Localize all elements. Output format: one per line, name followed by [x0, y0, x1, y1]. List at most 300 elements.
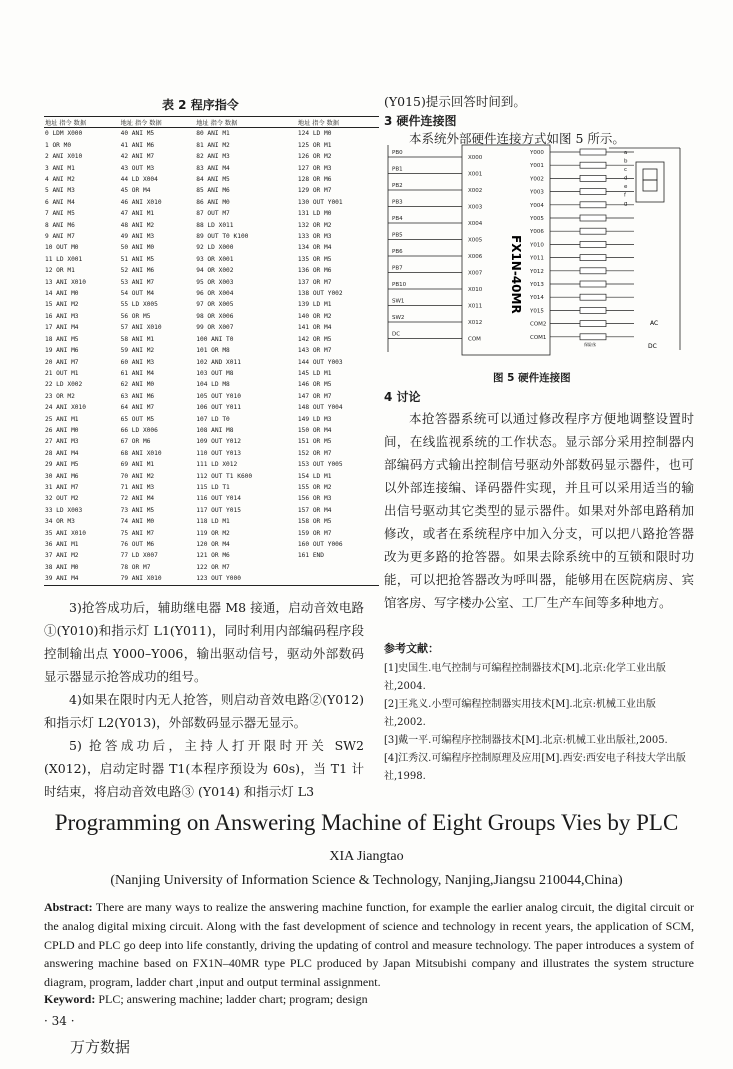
table-cell: 16 ANI M3: [45, 312, 79, 320]
table-cell: 44 LD X004: [120, 176, 158, 184]
table-cell: 157 OR M4: [297, 506, 332, 514]
table-cell: 88 LD X011: [196, 221, 234, 229]
input-switch-label: PB5: [392, 232, 403, 239]
input-switch-label: PB1: [392, 166, 403, 173]
table-cell: 161 END: [297, 552, 324, 560]
table-cell: 50 ANI M0: [120, 244, 155, 252]
table-row: [44, 471, 379, 482]
table-row: [44, 197, 379, 208]
table-row: [44, 208, 379, 219]
table-cell: 148 OUT Y004: [297, 404, 343, 412]
input-port-label: X010: [468, 287, 483, 293]
table-cell: 106 OUT Y011: [196, 404, 241, 412]
table-cell: 153 OUT Y005: [297, 461, 343, 469]
table-cell: 35 ANI X010: [45, 529, 86, 537]
plc-model-label: FX1N-40MR: [509, 235, 523, 314]
table-cell: 28 ANI M4: [45, 449, 79, 457]
table-row: [44, 242, 379, 253]
table-cell: 12 OR M1: [45, 267, 75, 275]
references-heading: 参考文献：: [384, 642, 439, 655]
table-cell: 120 OR M4: [196, 541, 230, 549]
table-cell: 155 OR M2: [297, 483, 332, 491]
table-cell: 102 AND X011: [196, 358, 241, 366]
table-cell: 77 LD X007: [120, 552, 158, 560]
table-row: [44, 414, 379, 425]
table-cell: 38 ANI M0: [45, 563, 79, 571]
table-row: [44, 163, 379, 174]
input-port-label: X002: [468, 188, 483, 194]
table-row: [44, 220, 379, 231]
table-cell: 92 LD X000: [196, 244, 234, 252]
table-row: [44, 402, 379, 413]
table-row: [44, 436, 379, 447]
table-cell: 105 OUT Y010: [196, 392, 241, 400]
table-row: [44, 562, 379, 573]
table-cell: 7 ANI M5: [45, 210, 75, 218]
table-cell: 109 OUT Y012: [196, 438, 241, 446]
table-cell: 84 ANI M5: [196, 176, 230, 184]
table-cell: 123 OUT Y000: [196, 575, 241, 583]
table-cell: 48 ANI M2: [120, 221, 155, 229]
output-port-label: Y003: [530, 189, 544, 196]
table-row: [44, 459, 379, 470]
table-header-cell: 地址 指令 数据: [297, 119, 339, 127]
table-cell: 43 OUT M3: [120, 164, 155, 172]
table-cell: 115 LD T1: [196, 483, 230, 491]
table-cell: 135 OR M5: [297, 255, 332, 263]
section-heading-hardware: 3 硬件连接图: [384, 114, 457, 128]
table-cell: 156 OR M3: [297, 495, 332, 503]
table-cell: 93 OR X001: [196, 255, 234, 263]
table-cell: 152 OR M7: [297, 449, 332, 457]
input-port-label: X011: [468, 303, 483, 310]
table-row: [44, 357, 379, 368]
table-cell: 45 OR M4: [120, 187, 151, 195]
output-port-label: Y000: [530, 150, 544, 156]
table-row: [44, 516, 379, 527]
input-port-label: X007: [468, 270, 483, 277]
table-cell: 111 LD X012: [196, 461, 238, 469]
table-row: [44, 448, 379, 459]
table-row: [44, 368, 379, 379]
output-load: [580, 307, 606, 313]
table-cell: 17 ANI M4: [45, 324, 79, 332]
segment-letter: e: [624, 184, 628, 190]
table-cell: 15 ANI M2: [45, 301, 79, 309]
table-cell: 55 LD X005: [120, 301, 158, 309]
figure-caption: 图 5 硬件连接图: [493, 372, 571, 384]
table-cell: [297, 562, 379, 573]
table-cell: 63 ANI M6: [120, 392, 155, 400]
table-cell: 32 OUT M2: [45, 495, 79, 503]
table-cell: 78 OR M7: [120, 563, 151, 571]
table-row: [44, 231, 379, 242]
segment-letter: c: [624, 167, 628, 173]
table-header-cell: 地址 指令 数据: [45, 119, 87, 127]
reference-item: [4]江秀汉.可编程序控制原理及应用[M].西安:西安电子科技大学出版社,1998.: [384, 753, 686, 782]
table-row: [44, 277, 379, 288]
table-cell: 19 ANI M6: [45, 347, 79, 355]
output-port-label: COM2: [530, 321, 547, 328]
table-cell: 94 OR X002: [196, 267, 234, 275]
table-cell: 8 ANI M6: [45, 221, 75, 229]
table-cell: 29 ANI M5: [45, 461, 79, 469]
table-cell: 69 ANI M1: [120, 461, 155, 469]
table-cell: 18 ANI M5: [45, 335, 79, 343]
table-cell: 110 OUT Y013: [196, 449, 241, 457]
table-cell: 46 ANI X010: [120, 198, 162, 206]
table-row: [44, 254, 379, 265]
output-port-label: Y005: [530, 216, 544, 222]
table-cell: 53 ANI M7: [120, 278, 155, 286]
input-switch-label: SW2: [392, 315, 405, 321]
ac-label: AC: [650, 320, 659, 327]
table-cell: 130 OUT Y001: [297, 198, 343, 206]
table-cell: 75 ANI M7: [120, 529, 155, 537]
table-cell: 1 OR M0: [45, 141, 72, 149]
input-port-label: X006: [468, 254, 483, 260]
output-port-label: Y015: [530, 308, 544, 315]
table-cell: 158 OR M5: [297, 518, 332, 526]
table-cell: 34 OR M3: [45, 518, 75, 526]
table-cell: 117 OUT Y015: [196, 506, 241, 514]
table-cell: 142 OR M5: [297, 335, 332, 343]
table-cell: 9 ANI M7: [45, 233, 75, 241]
input-port-label: X000: [468, 155, 483, 161]
table-cell: 36 ANI M1: [45, 541, 79, 549]
output-load: [580, 281, 606, 287]
table-cell: 26 ANI M0: [45, 426, 79, 434]
output-port-label: Y014: [530, 295, 544, 302]
table-row: [44, 151, 379, 162]
table-row: [44, 128, 379, 140]
table-cell: 41 ANI M6: [120, 141, 155, 149]
input-switch-label: PB2: [392, 183, 403, 189]
table-cell: 64 ANI M7: [120, 404, 155, 412]
table-cell: 31 ANI M7: [45, 483, 79, 491]
table-cell: 30 ANI M6: [45, 472, 79, 480]
table-cell: 101 OR M8: [196, 347, 230, 355]
table-cell: 160 OUT Y006: [297, 541, 343, 549]
table-cell: 14 ANI M0: [45, 290, 79, 298]
output-port-label: Y006: [530, 229, 544, 236]
left-column-text: [44, 596, 364, 803]
table-cell: 137 OR M7: [297, 278, 332, 286]
input-switch-label: SW1: [392, 298, 405, 305]
table-row: [44, 379, 379, 390]
table-cell: 52 ANI M6: [120, 267, 155, 275]
output-port-label: Y004: [530, 202, 544, 209]
output-port-label: COM1: [530, 334, 547, 341]
table-cell: 96 OR X004: [196, 290, 234, 298]
table-cell: 82 ANI M3: [196, 153, 230, 161]
table-cell: 144 OUT Y003: [297, 358, 343, 366]
output-load: [580, 255, 606, 261]
input-port-label: X005: [468, 237, 483, 244]
table-header-cell: 地址 指令 数据: [196, 119, 238, 127]
table-row: [44, 140, 379, 151]
table-cell: 49 ANI M3: [120, 233, 155, 241]
table-cell: 24 ANI X010: [45, 404, 86, 412]
table-cell: 121 OR M6: [196, 552, 230, 560]
table-cell: 147 OR M7: [297, 392, 332, 400]
discussion-paragraph: 本抢答器系统可以通过修改程序方便地调整设置时间，在线监视系统的工作状态。显示部分采用控制器内部编码方式输出控制信号驱动外部数码显示器件，也可以外部连接编、译码器件实现，并且可以采用适当的输出信号驱动其它类型的显示器件。如果对外部电路稍加修改，或者在系统程序中加入分支，可以把八路抢答器改为更多路的抢答器。如果去除系统中的互锁和限时功能，可以把抢答器改为呼叫器，能够用在医院病房、宾馆客房、写字楼办公室、工厂生产车间等多种地方。: [384, 411, 694, 610]
table-cell: 11 LD X001: [45, 255, 83, 263]
output-port-label: Y011: [530, 255, 544, 262]
table-cell: 124 LD M0: [297, 130, 332, 138]
table-cell: 40 ANI M5: [120, 130, 155, 138]
table-cell: 10 OUT M0: [45, 244, 79, 252]
input-port-label: X001: [468, 171, 483, 178]
output-port-label: Y013: [530, 282, 544, 288]
table-row: [44, 493, 379, 504]
output-load: [580, 202, 606, 208]
english-author: XIA Jiangtao: [329, 849, 404, 864]
watermark-text: 万方数据: [70, 1038, 131, 1056]
output-port-label: Y012: [530, 268, 544, 275]
table-cell: 33 LD X003: [45, 506, 83, 514]
table-cell: 21 OUT M1: [45, 369, 79, 377]
table-cell: 51 ANI M5: [120, 255, 155, 263]
paragraph: 5) 抢答成功后，主持人打开限时开关 SW2 (X012)，启动定时器 T1(本程序预设为 60s)，当 T1 计时结束，将启动音效电路③ (Y014) 和指示灯 L3: [44, 738, 364, 799]
table-cell: 60 ANI M3: [120, 358, 155, 366]
table-cell: 108 ANI M8: [196, 426, 234, 434]
english-title: Programming on Answering Machine of Eight Groups Vies by PLC: [54, 810, 679, 835]
table-cell: 3 ANI M1: [45, 164, 75, 172]
table-cell: 159 OR M7: [297, 529, 332, 537]
table-cell: 6 ANI M4: [45, 198, 75, 206]
table-cell: 67 OR M6: [120, 438, 151, 446]
table-row: [44, 265, 379, 276]
table-cell: 99 OR X007: [196, 324, 234, 332]
segment-letter: g: [624, 201, 628, 207]
output-load: [580, 162, 606, 168]
input-switch-label: DC: [392, 331, 401, 338]
table-cell: 95 OR X003: [196, 278, 234, 286]
table-cell: 100 ANI T0: [196, 335, 234, 343]
page-number: · 34 ·: [44, 1014, 75, 1028]
output-load: [580, 294, 606, 300]
input-port-label: X012: [468, 320, 483, 326]
table-title: 表 2 程序指令: [162, 98, 239, 112]
table-cell: 39 ANI M4: [45, 575, 79, 583]
table-row: [44, 174, 379, 185]
table-row: [44, 345, 379, 356]
table-cell: 87 OUT M7: [196, 210, 230, 218]
table-cell: 140 OR M2: [297, 312, 332, 320]
table-cell: 42 ANI M7: [120, 153, 155, 161]
table-cell: 37 ANI M2: [45, 552, 79, 560]
output-load: [580, 321, 606, 327]
table-cell: 107 LD T0: [196, 415, 230, 423]
table-cell: 59 ANI M2: [120, 347, 155, 355]
input-switch-label: PB7: [392, 265, 403, 272]
segment-letter: d: [624, 175, 628, 182]
table-cell: 129 OR M7: [297, 187, 332, 195]
output-load: [580, 268, 606, 274]
table-cell: 65 OUT M5: [120, 415, 155, 423]
table-cell: 20 ANI M7: [45, 358, 79, 366]
table-row: [44, 482, 379, 493]
table-cell: 141 OR M4: [297, 324, 332, 332]
output-load: [580, 228, 606, 234]
table-cell: 151 OR M5: [297, 438, 332, 446]
table-cell: 119 OR M2: [196, 529, 230, 537]
table-cell: 127 OR M3: [297, 164, 332, 172]
table-cell: 103 OUT M8: [196, 369, 234, 377]
table-row: [44, 391, 379, 402]
table-cell: 80 ANI M1: [196, 130, 230, 138]
reference-item: [2]王兆义.小型可编程控制器实用技术[M].北京:机械工业出版社,2002.: [384, 699, 656, 728]
table-cell: 57 ANI X010: [120, 324, 162, 332]
input-switch-label: PB10: [392, 282, 407, 288]
seven-segment-display: [636, 162, 664, 202]
table-row: [44, 528, 379, 539]
table-cell: 81 ANI M2: [196, 141, 230, 149]
english-abstract: [44, 898, 694, 992]
table-cell: 62 ANI M0: [120, 381, 155, 389]
table-cell: 89 OUT T0 K100: [196, 233, 249, 241]
hardware-connection-diagram: [384, 140, 684, 365]
output-load: [580, 334, 606, 340]
output-port-label: Y001: [530, 163, 544, 170]
table-cell: 71 ANI M3: [120, 483, 155, 491]
segment-letter: a: [624, 150, 628, 156]
table-body: [44, 128, 379, 585]
input-switch-label: PB4: [392, 216, 403, 222]
table-cell: 58 ANI M1: [120, 335, 155, 343]
table-cell: 145 LD M1: [297, 369, 332, 377]
table-cell: 54 OUT M4: [120, 290, 155, 298]
table-row: [44, 505, 379, 516]
table-cell: 136 OR M6: [297, 267, 332, 275]
table-cell: 70 ANI M2: [120, 472, 155, 480]
continued-text: (Y015)提示回答时间到。: [384, 94, 526, 109]
table-cell: 143 OR M7: [297, 347, 332, 355]
output-load: [580, 241, 606, 247]
table-cell: 85 ANI M6: [196, 187, 230, 195]
table-row: [44, 573, 379, 585]
table-cell: 27 ANI M3: [45, 438, 79, 446]
paragraph: 4)如果在限时内无人抢答，则启动音效电路②(Y012)和指示灯 L2(Y013)，外部数码显示器无显示。: [44, 692, 364, 730]
table-cell: 112 OUT T1 K600: [196, 472, 253, 480]
paragraph: 3)抢答成功后，辅助继电器 M8 接通，启动音效电路①(Y010)和指示灯 L1(Y011)，同时利用内部编码程序段控制输出点 Y000–Y006，输出驱动信号，驱动外部数码显示器显示抢答成功的组号。: [44, 600, 364, 684]
table-cell: 131 LD M0: [297, 210, 332, 218]
table-cell: 128 OR M6: [297, 176, 332, 184]
table-cell: 66 LD X006: [120, 426, 158, 434]
table-cell: 125 OR M1: [297, 141, 332, 149]
table-cell: 86 ANI M0: [196, 198, 230, 206]
abstract-label: Abstract:: [44, 900, 93, 914]
table-row: [44, 322, 379, 333]
table-cell: 79 ANI X010: [120, 575, 162, 583]
table-cell: 22 LD X002: [45, 381, 83, 389]
table-cell: 13 ANI X010: [45, 278, 86, 286]
english-keywords: [44, 992, 694, 1007]
table-cell: 23 OR M2: [45, 392, 75, 400]
input-switch-label: PB0: [392, 150, 403, 156]
table-cell: 25 ANI M1: [45, 415, 79, 423]
table-cell: 56 OR M5: [120, 312, 151, 320]
keyword-label: Keyword:: [44, 992, 96, 1006]
table-cell: 73 ANI M5: [120, 506, 155, 514]
table-cell: 47 ANI M1: [120, 210, 155, 218]
table-header-cell: 地址 指令 数据: [120, 119, 162, 127]
output-load: [580, 149, 606, 155]
table-cell: 4 ANI M2: [45, 176, 75, 184]
table-cell: 68 ANI X010: [120, 449, 162, 457]
table-cell: 61 ANI M4: [120, 369, 155, 377]
table-cell: 149 LD M3: [297, 415, 332, 423]
table-row: [44, 334, 379, 345]
table-row: [44, 311, 379, 322]
input-switch-label: PB3: [392, 199, 403, 206]
table-cell: 132 OR M2: [297, 221, 332, 229]
table-cell: 98 OR X006: [196, 312, 234, 320]
table-cell: 0 LDM X000: [45, 130, 83, 138]
output-load: [580, 215, 606, 221]
table-row: [44, 299, 379, 310]
table-row: [44, 185, 379, 196]
section-heading-discussion: 4 讨论: [384, 390, 421, 404]
reference-item: [3]戴一平.可编程序控制器技术[M].北京:机械工业出版社,2005.: [384, 735, 668, 746]
english-affiliation: (Nanjing University of Information Science & Technology, Nanjing,Jiangsu 210044,China): [110, 873, 623, 888]
output-port-label: Y010: [530, 242, 544, 249]
dc-label: DC: [648, 343, 657, 350]
table-cell: 139 LD M1: [297, 301, 332, 309]
table-cell: 154 LD M1: [297, 472, 332, 480]
input-port-label: X003: [468, 204, 483, 211]
segment-letter: b: [624, 158, 628, 165]
output-load: [580, 175, 606, 181]
references-list: [384, 660, 696, 786]
program-table: [44, 116, 379, 586]
table-cell: 138 OUT Y002: [297, 290, 343, 298]
table-row: [44, 539, 379, 550]
keyword-text: PLC; answering machine; ladder chart; program; design: [98, 992, 368, 1006]
table-cell: 104 LD M8: [196, 381, 230, 389]
table-cell: 74 ANI M0: [120, 518, 155, 526]
input-port-label: COM: [468, 336, 481, 343]
fuse-label: 保险丝: [584, 342, 596, 347]
segment-letter: f: [624, 192, 626, 199]
hardware-intro-text: 本系统外部硬件连接方式如图 5 所示。: [409, 131, 625, 146]
table-cell: 2 ANI X010: [45, 153, 83, 161]
table-row: [44, 288, 379, 299]
table-cell: 133 OR M3: [297, 233, 332, 241]
table-cell: 97 OR X005: [196, 301, 234, 309]
reference-item: [1]史国生.电气控制与可编程控制器技术[M].北京:化学工业出版社,2004.: [384, 663, 666, 692]
table-cell: 5 ANI M3: [45, 187, 75, 195]
input-switch-label: PB6: [392, 249, 403, 255]
input-port-label: X004: [468, 221, 483, 227]
table-cell: 118 LD M1: [196, 518, 230, 526]
table-header-row: [44, 117, 379, 128]
table-cell: 122 OR M7: [196, 563, 230, 571]
table-row: [44, 425, 379, 436]
table-cell: 83 ANI M4: [196, 164, 230, 172]
table-cell: 126 OR M2: [297, 153, 332, 161]
table-cell: [297, 573, 379, 585]
table-cell: 146 OR M5: [297, 381, 332, 389]
table-cell: 72 ANI M4: [120, 495, 155, 503]
table-cell: 134 OR M4: [297, 244, 332, 252]
abstract-text: There are many ways to realize the answering machine function, for example the earlier analog circuit, the digital circuit or the analog digital mixing circuit. Along with the fast development of science and technology in recent years, the application of SCM, CPLD and PLC go deep into life constantly, driving the updating of control and measure technology. The paper introduces a system of answering machine based on FX1N–40MR type PLC produced by Japan Mitsubishi company and illustrates the system structure diagram, program, ladder chart ,input and output terminal assignment.: [44, 900, 694, 990]
table-cell: 150 OR M4: [297, 426, 332, 434]
table-cell: 116 OUT Y014: [196, 495, 241, 503]
discussion-text-block: [384, 407, 694, 614]
table-cell: 76 OUT M6: [120, 541, 155, 549]
